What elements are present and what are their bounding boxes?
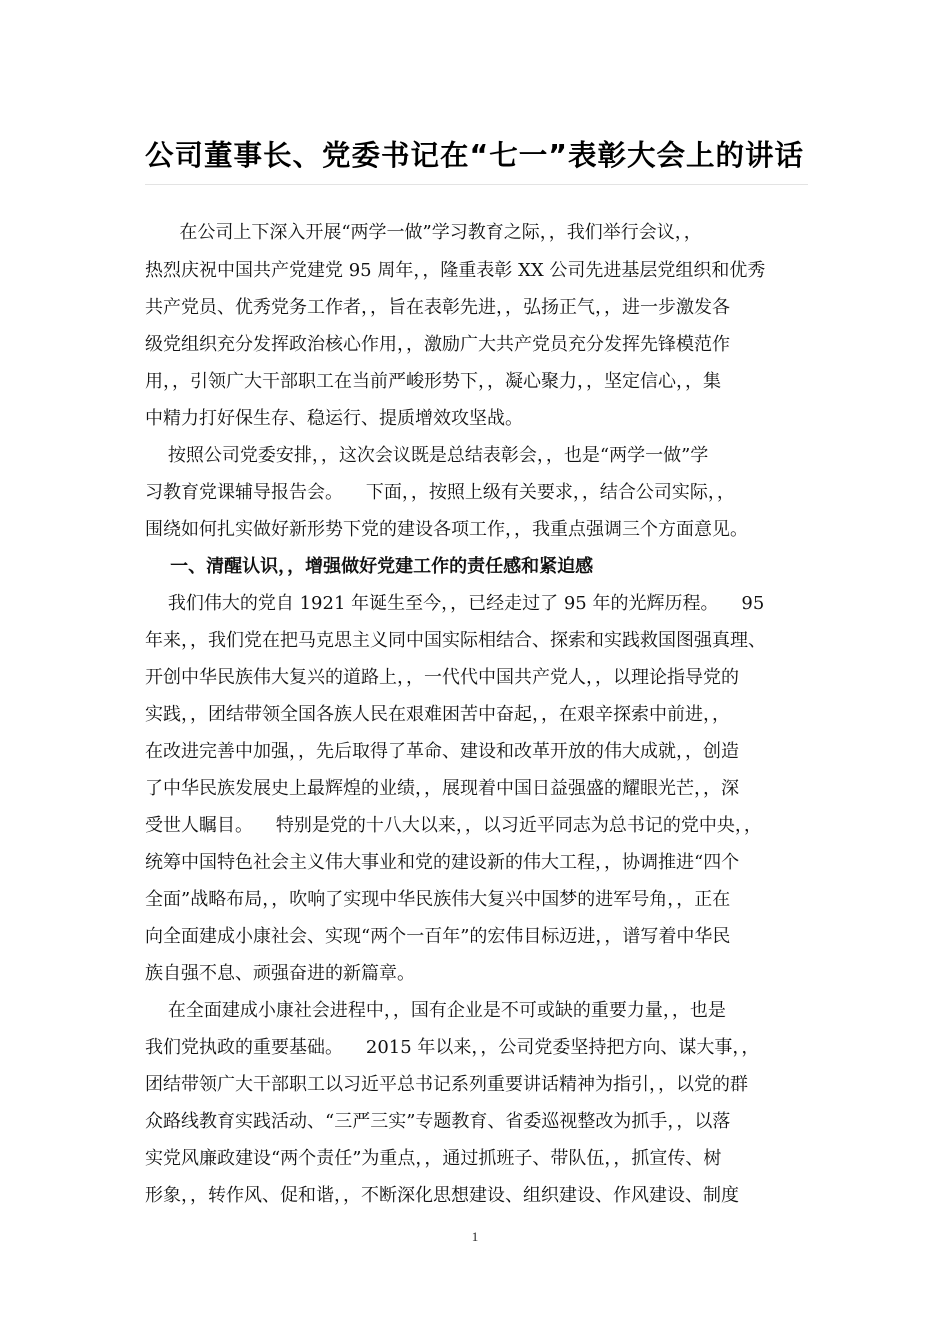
body-line: 受世人瞩目。 特别是党的十八大以来，，以习近平同志为总书记的党中央，， (145, 815, 762, 836)
body-line: 在公司上下深入开展“两学一做”学习教育之际，，我们举行会议，， (145, 222, 702, 243)
title-divider (145, 184, 808, 185)
body-line: 用，，引领广大干部职工在当前严峻形势下，，凝心聚力，，坚定信心，，集 (145, 371, 721, 392)
section-heading: 一、清醒认识，，增强做好党建工作的责任感和紧迫感 (145, 556, 594, 577)
body-line: 级党组织充分发挥政治核心作用，，激励广大共产党员充分发挥先锋模范作 (145, 334, 730, 355)
body-line: 中精力打好保生存、稳运行、提质增效攻坚战。 (145, 408, 523, 429)
body-line: 族自强不息、顽强奋进的新篇章。 (145, 963, 415, 984)
body-line: 我们党执政的重要基础。 2015 年以来，，公司党委坚持把方向、谋大事，， (145, 1037, 760, 1058)
body-line: 热烈庆祝中国共产党建党 95 周年，，隆重表彰 XX 公司先进基层党组织和优秀 (145, 260, 766, 281)
page-title: 公司董事长、党委书记在“七一”表彰大会上的讲话 (145, 139, 804, 172)
page-number: 1 (471, 1229, 479, 1244)
body-line: 实践，，团结带领全国各族人民在艰难困苦中奋起，，在艰辛探索中前进，， (145, 704, 730, 725)
body-line: 在改进完善中加强，，先后取得了革命、建设和改革开放的伟大成就，，创造 (145, 741, 739, 762)
body-line: 形象，，转作风、促和谐，，不断深化思想建设、组织建设、作风建设、制度 (145, 1185, 739, 1206)
body-line: 实党风廉政建设“两个责任”为重点，，通过抓班子、带队伍，，抓宣传、树 (145, 1148, 722, 1169)
body-line: 年来，，我们党在把马克思主义同中国实际相结合、探索和实践救国图强真理、 (145, 630, 766, 651)
body-line: 统筹中国特色社会主义伟大事业和党的建设新的伟大工程，，协调推进“四个 (145, 852, 740, 873)
body-line: 围绕如何扎实做好新形势下党的建设各项工作，，我重点强调三个方面意见。 (145, 519, 748, 540)
body-line: 全面”战略布局，，吹响了实现中华民族伟大复兴中国梦的进军号角，，正在 (145, 889, 731, 910)
body-line: 我们伟大的党自 1921 年诞生至今，，已经走过了 95 年的光辉历程。 95 (145, 593, 765, 614)
body-line: 习教育党课辅导报告会。 下面，，按照上级有关要求，，结合公司实际，， (145, 482, 735, 503)
body-line: 开创中华民族伟大复兴的道路上，，一代代中国共产党人，，以理论指导党的 (145, 667, 739, 688)
body-line: 按照公司党委安排，，这次会议既是总结表彰会，，也是“两学一做”学 (145, 445, 709, 466)
body-line: 在全面建成小康社会进程中，，国有企业是不可或缺的重要力量，，也是 (145, 1000, 726, 1021)
body-line: 向全面建成小康社会、实现“两个一百年”的宏伟目标迈进，，谱写着中华民 (145, 926, 731, 947)
body-line: 共产党员、优秀党务工作者，，旨在表彰先进，，弘扬正气，，进一步激发各 (145, 297, 730, 318)
body-line: 众路线教育实践活动、“三严三实”专题教育、省委巡视整改为抓手，，以落 (145, 1111, 731, 1132)
body-line: 团结带领广大干部职工以习近平总书记系列重要讲话精神为指引，，以党的群 (145, 1074, 748, 1095)
body-line: 了中华民族发展史上最辉煌的业绩，，展现着中国日益强盛的耀眼光芒，，深 (145, 778, 739, 799)
